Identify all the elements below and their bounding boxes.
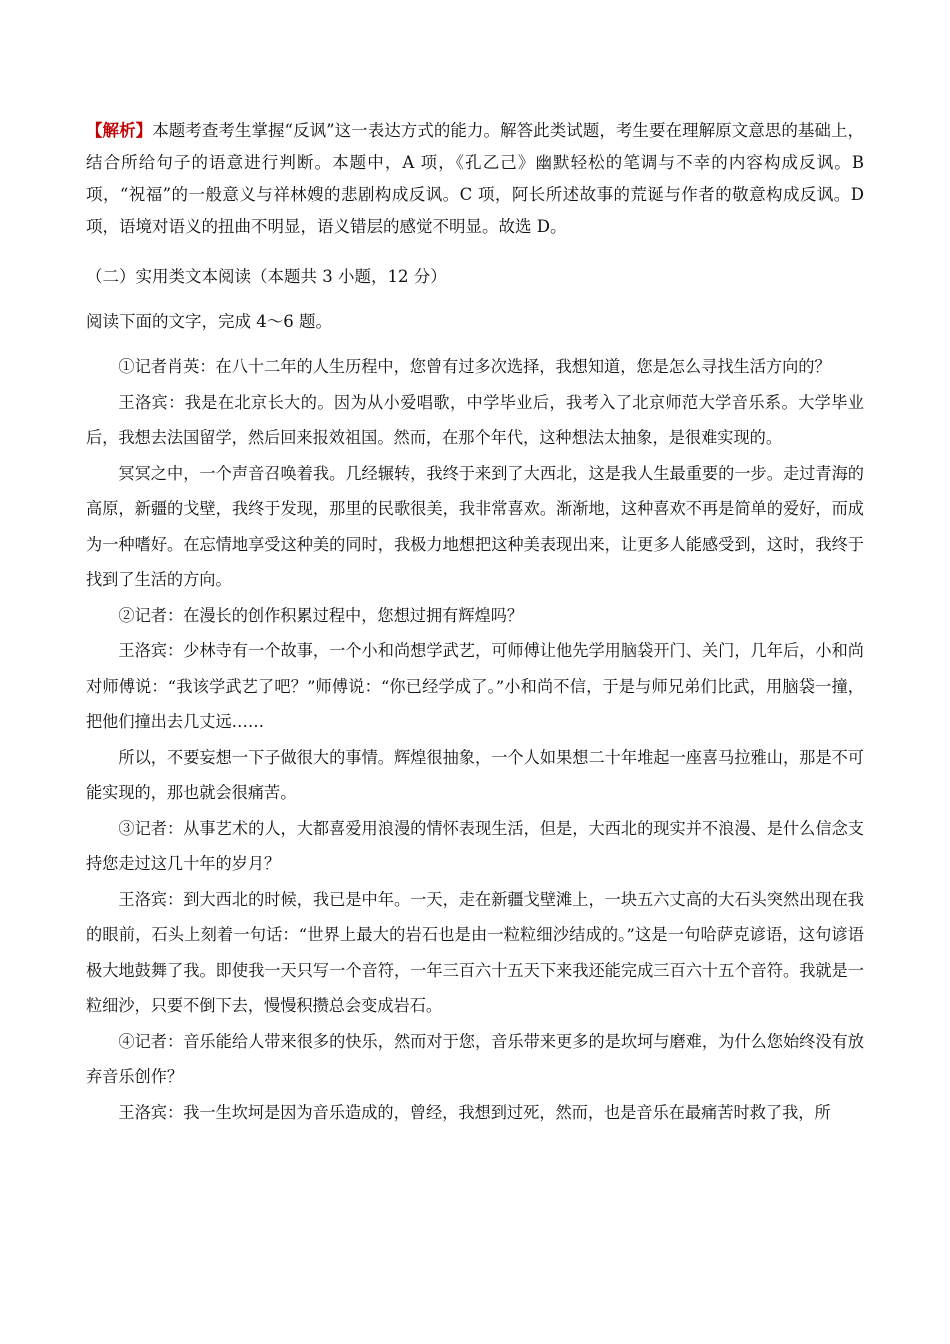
- interview-paragraph: ②记者：在漫长的创作积累过程中，您想过拥有辉煌吗？: [118, 605, 524, 625]
- analysis-paragraph: [86, 115, 864, 243]
- interview-paragraph: 王洛宾：少林寺有一个故事，一个小和尚想学武艺，可师傅让他先学用脑袋开门、关门，几年后，小和尚对师傅说：“我该学武艺了吧？”师傅说：“你已经学成了。”小和尚不信，于是与师兄弟们比武，用脑袋一撞，把他们撞出去几丈远……: [86, 641, 864, 731]
- interview-paragraph: ③记者：从事艺术的人，大都喜爱用浪漫的情怀表现生活，但是，大西北的现实并不浪漫、是什么信念支持您走过这几十年的岁月？: [86, 818, 864, 873]
- interview-paragraph: 王洛宾：我是在北京长大的。因为从小爱唱歌，中学毕业后，我考入了北京师范大学音乐系。大学毕业后，我想去法国留学，然后回来报效祖国。然而，在那个年代，这种想法太抽象，是很难实现的。: [86, 392, 864, 447]
- reading-instruction: 阅读下面的文字，完成 4～6 题。: [86, 312, 332, 331]
- interview-paragraph: 所以，不要妄想一下子做很大的事情。辉煌很抽象，一个人如果想二十年堆起一座喜马拉雅山，那是不可能实现的，那也就会很痛苦。: [86, 747, 864, 802]
- interview-paragraph: 王洛宾：我一生坎坷是因为音乐造成的，曾经，我想到过死，然而，也是音乐在最痛苦时救了我，所: [118, 1102, 831, 1122]
- analysis-text: 本题考查考生掌握“反讽”这一表达方式的能力。解答此类试题，考生要在理解原文意思的基础上，结合所给句子的语意进行判断。本题中，A 项，《孔乙己》幽默轻松的笔调与不幸的内容构成反讽。B 项，“祝福”的一般意义与祥林嫂的悲剧构成反讽。C 项，阿长所述故事的荒诞与作者的敬意构成反讽。D 项，语境对语义的扭曲不明显，语义错层的感觉不明显。故选 D。: [86, 121, 865, 236]
- section-title: （二）实用类文本阅读（本题共 3 小题，12 分）: [86, 267, 447, 286]
- analysis-tag: 【解析】: [86, 121, 153, 140]
- interview-paragraph: ①记者肖英：在八十二年的人生历程中，您曾有过多次选择，我想知道，您是怎么寻找生活方向的？: [118, 357, 831, 376]
- interview-text: [86, 349, 864, 1130]
- interview-paragraph: ④记者：音乐能给人带来很多的快乐，然而对于您，音乐带来更多的是坎坷与磨难，为什么您始终没有放弃音乐创作？: [86, 1031, 864, 1086]
- interview-paragraph: 王洛宾：到大西北的时候，我已是中年。一天，走在新疆戈壁滩上，一块五六丈高的大石头突然出现在我的眼前，石头上刻着一句话：“世界上最大的岩石也是由一粒粒细沙结成的。”这是一句哈萨克谚语，这句谚语极大地鼓舞了我。即使我一天只写一个音符，一年三百六十五天下来我还能完成三百六十五个音符。我就是一粒细沙，只要不倒下去，慢慢积攒总会变成岩石。: [86, 889, 864, 1015]
- interview-paragraph: 冥冥之中，一个声音召唤着我。几经辗转，我终于来到了大西北，这是我人生最重要的一步。走过青海的高原，新疆的戈壁，我终于发现，那里的民歌很美，我非常喜欢。渐渐地，这种喜欢不再是简单的爱好，而成为一种嗜好。在忘情地享受这种美的同时，我极力地想把这种美表现出来，让更多人能感受到，这时，我终于找到了生活的方向。: [86, 463, 864, 589]
